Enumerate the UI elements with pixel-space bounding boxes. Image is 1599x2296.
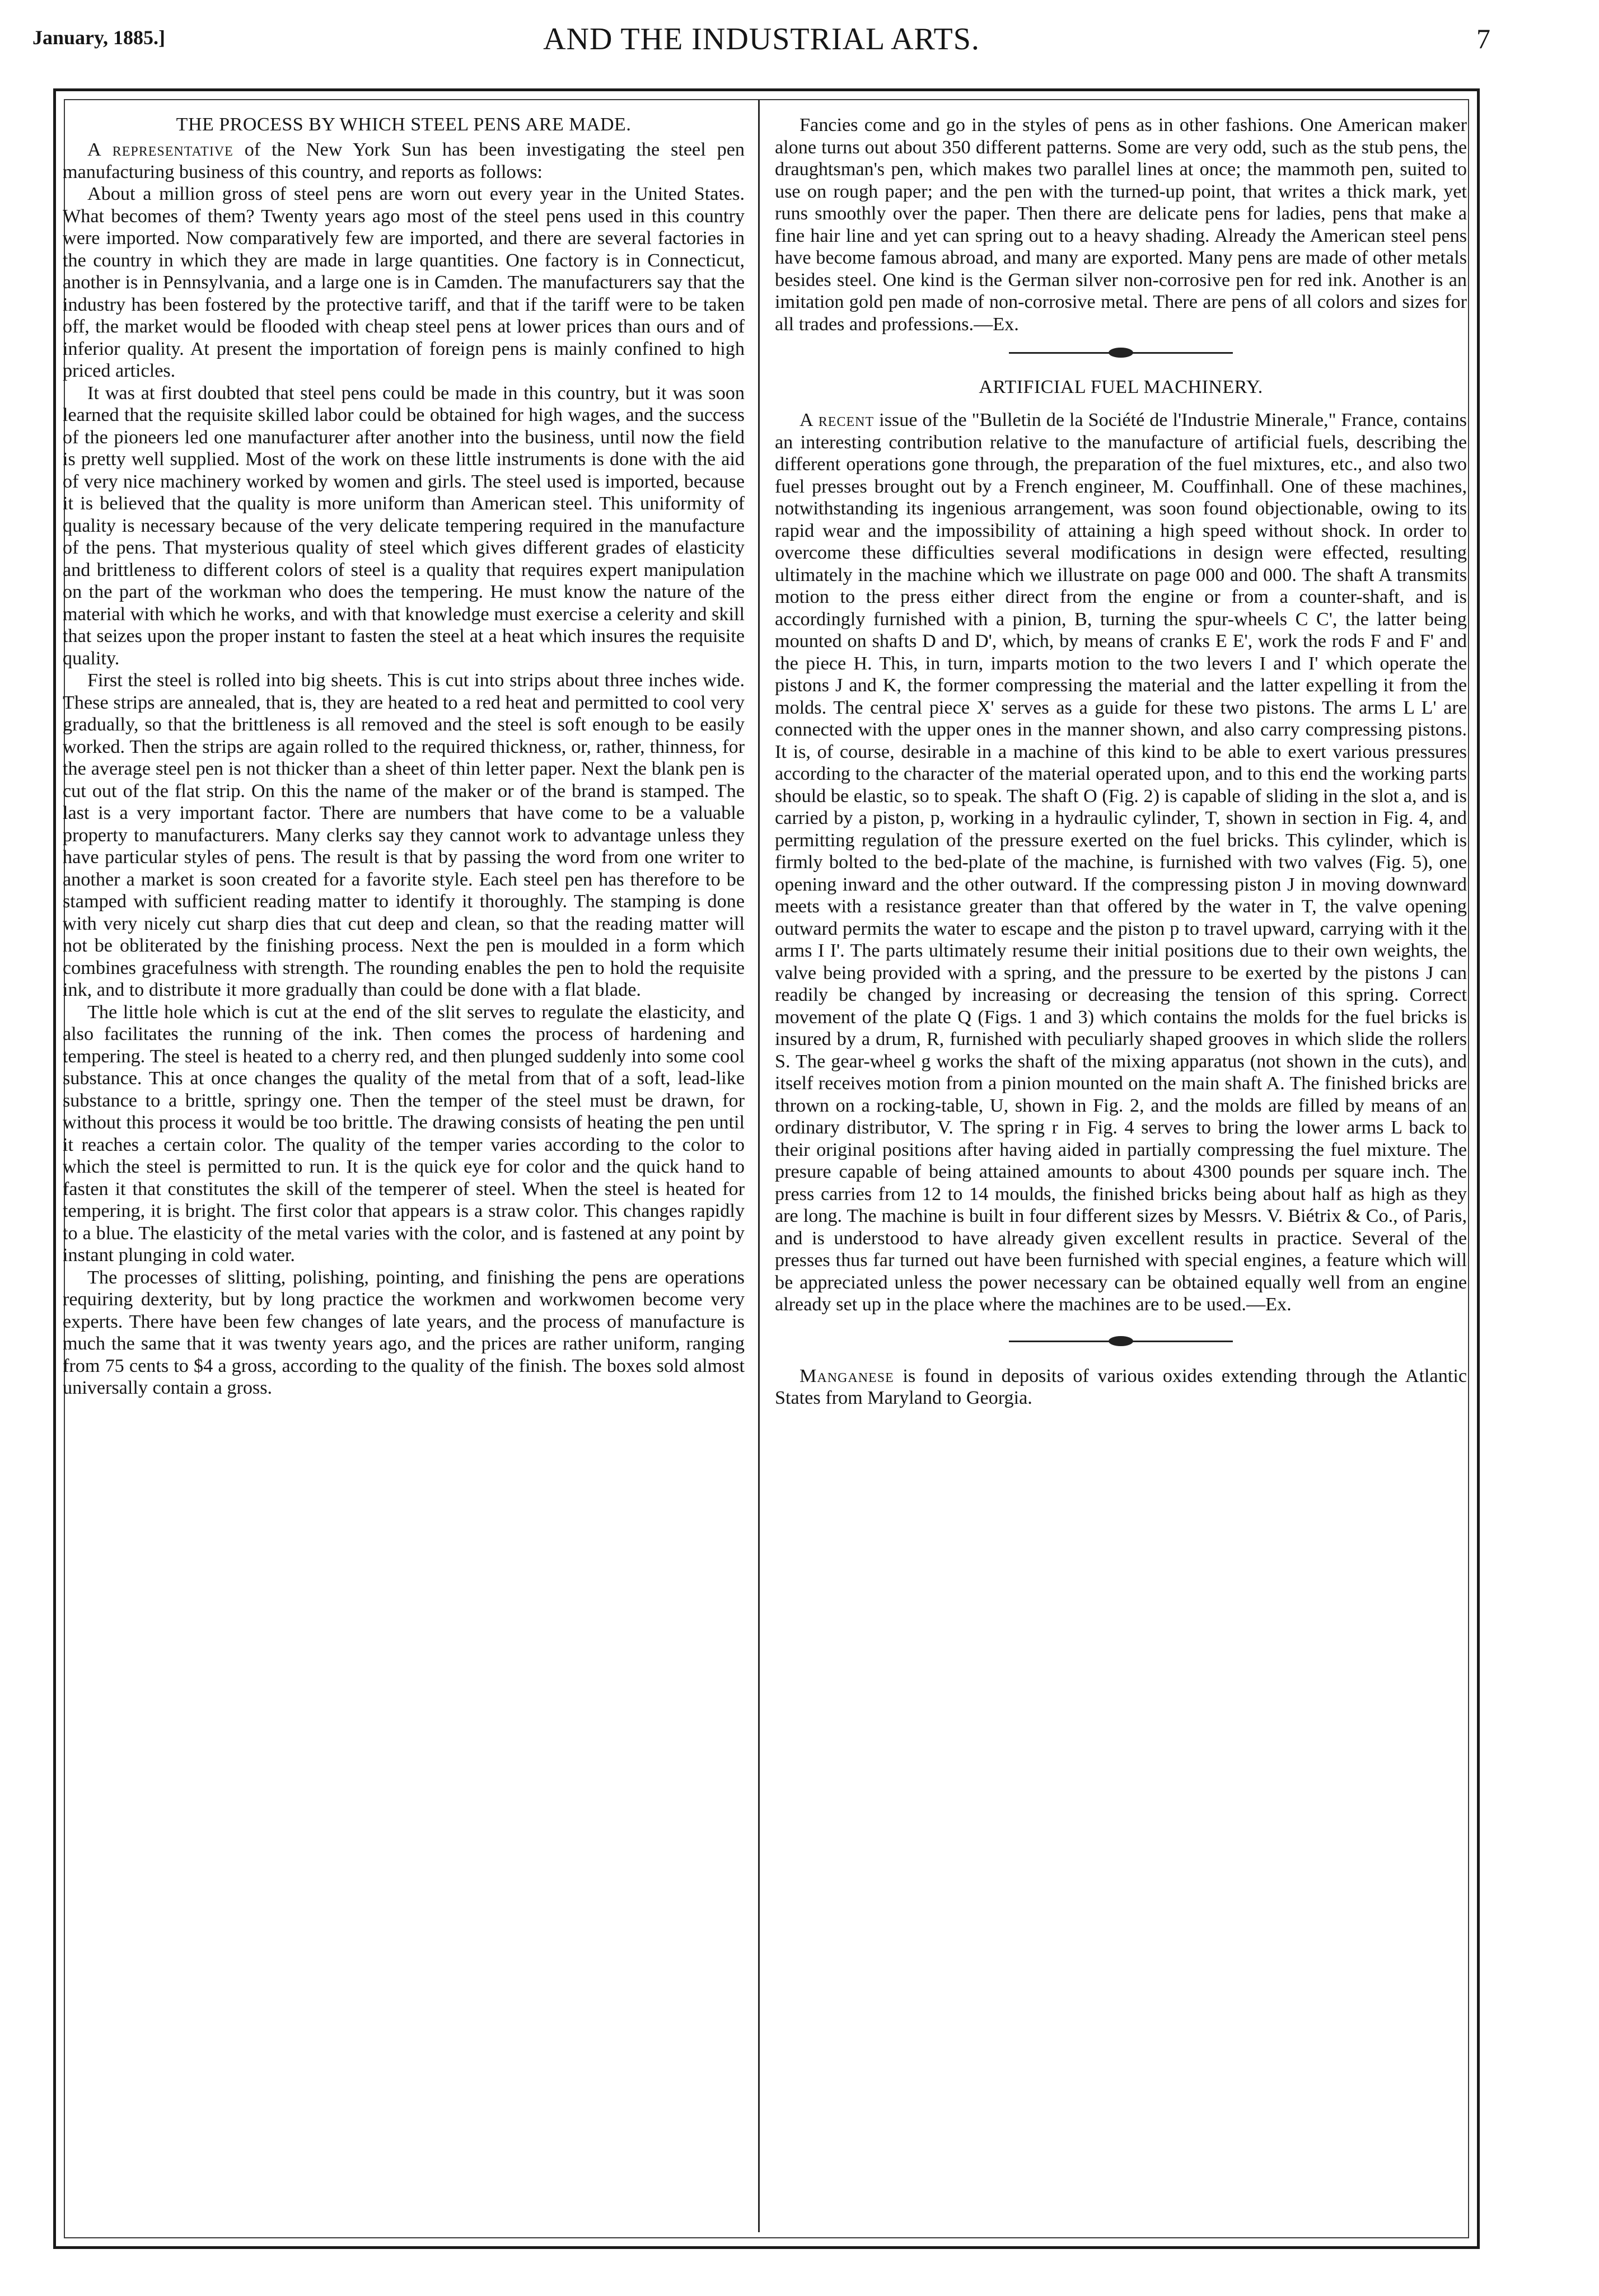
paragraph: First the steel is rolled into big sheets. This is cut into strips about three inches wide. These strips are annealed, that is, they are heated to a red heat and permitted to cool very gradually, so that the brittleness is all removed and the steel is soft enough to be easily worked. Then the strips are again rolled to the required thickness, or, rather, thinness, for the average steel pen is not thicker than a sheet of thin letter paper. Next the blank pen is cut out of the flat strip. On this the name of the maker or of the brand is stamped. The last is a very important factor. There are numbers that have come to be a valuable property to manufacturers. Many clerks say they cannot work to advantage unless they have particular styles of pens. The result is that by passing the word from one writer to another a market is soon created for a favorite style. Each steel pen has therefore to be stamped with sufficient reading matter to identify it thoroughly. The stamping is done with very nicely cut sharp dies that cut deep and clean, so that the reading matter will not be obliterated by the finishing process. Next the pen is moulded in a form which combines gracefulness with strength. The rounding enables the pen to hold the requisite ink, and to distribute it more gradually than could be done with a flat blade. xyxy=(63,670,745,1000)
divider-line xyxy=(1009,1341,1110,1342)
paragraph-text: is found in deposits of various oxides extending through the Atlantic States from Maryland to Georgia. xyxy=(775,1365,1467,1408)
running-head xyxy=(32,16,1490,55)
paragraph: Fancies come and go in the styles of pens as in other fashions. One American maker alone turns out about 350 different patterns. Some are very odd, such as the stub pens, the draughtsman's pen, which makes two parallel lines at once; the mammoth pen, suited to use on rough paper; and the pen with the turned-up point, that writes a thick mark, yet runs smoothly over the paper. Then there are delicate pens for ladies, pens that make a fine hair line and yet can spring out to a heavy shading. Already the American steel pens have become famous abroad, and many are exported. Many pens are made of other metals besides steel. One kind is the German silver non-corrosive pen for red ink. Another is an imitation gold pen made of non-corrosive metal. There are pens of all colors and sizes for all trades and professions.—Ex. xyxy=(775,115,1467,335)
page-number: 7 xyxy=(1476,23,1490,54)
divider-line xyxy=(1132,352,1233,354)
divider-ornament-icon xyxy=(1109,348,1133,358)
lead-word: Manganese xyxy=(800,1365,894,1386)
divider-ornament-icon xyxy=(1109,1336,1133,1346)
divider-line xyxy=(1132,1341,1233,1342)
paragraph xyxy=(63,139,745,183)
column-rule xyxy=(758,100,760,2232)
paragraph: The processes of slitting, polishing, pointing, and finishing the pens are operations requiring dexterity, but by long practice the workmen and workwomen become very experts. There have been few changes of late years, and the process of manufacture is much the same that it was twenty years ago, and the prices are rather uniform, ranging from 75 cents to $4 a gross, according to the quality of the finish. The boxes sold almost universally contain a gross. xyxy=(63,1267,745,1398)
paragraph-text: issue of the "Bulletin de la Société de l'Industrie Minerale," France, contains an interesting contribution relative to the manufacture of artificial fuels, describing the different operations gone through, the preparation of the fuel mixtures, etc., and also two fuel presses brought out by a French engineer, M. Couffinhall. One of these machines, notwithstanding its ingenious arrangement, was soon found objectionable, owing to its rapid wear and the impossibility of attaining a high speed without shock. In order to overcome these difficulties several modifications in design were effected, resulting ultimately in the machine which we illustrate on page 000 and 000. The shaft A transmits motion to the press either direct from the engine or from a counter-shaft, and is accordingly furnished with a pinion, B, turning the spur-wheels C C', the latter being mounted on shafts D and D', which, by means of cranks E E', work the rods F and F' and the piece H. This, in turn, imparts motion to the two levers I and I' which operate the pistons J and K, the former compressing the material and the latter expelling it from the molds. The central piece X' serves as a guide for these two pistons. The arms L L' are connected with the upper ones in the manner shown, and also carry compressing pistons. It is, of course, desirable in a machine of this kind to be able to exert various pressures according to the character of the material operated upon, and to this end the working parts should be elastic, so to speak. The shaft O (Fig. 2) is capable of sliding in the slot a, and is carried by a piston, p, working in a hydraulic cylinder, T, shown in section in Fig. 4, and permitting regulation of the pressure exerted on the fuel bricks. This cylinder, which is firmly bolted to the bed-plate of the machine, is furnished with two valves (Fig. 5), one opening inward and the other outward. If the compressing piston J in moving downward meets with a resistance greater than that offered by the water in T, the valve opening outward permits the water to escape and the piston p to travel upward, carrying with it the arms I I'. The parts ultimately resume their initial positions due to their own weights, the valve being provided with a spring, and the pressure to be exerted by the pistons J can readily be changed by increasing or decreasing the tension of this spring. Correct movement of the plate Q (Figs. 1 and 3) which contains the molds for the fuel bricks is insured by a drum, R, furnished with peculiarly shaped grooves in which slide the rollers S. The gear-wheel g works the shaft of the mixing apparatus (not shown in the cuts), and itself receives motion from a pinion mounted on the main shaft A. The finished bricks are thrown on a rocking-table, U, shown in Fig. 2, and the molds are filled by means of an ordinary distributor, V. The spring r in Fig. 4 serves to bring the lower arms L back to their original positions after having aided in partially compressing the fuel mixture. The presure capable of being attained amounts to about 4300 pounds per square inch. The press carries from 12 to 14 moulds, the finished bricks being about half as high as they are long. The machine is built in four different sizes by Messrs. V. Biétrix & Co., of Paris, and is understood to have already given excellent results in practice. Several of the presses thus far turned out have been furnished with special engines, a feature which will be appreciated unless the power necessary can be obtained equally well from an engine already set up in the place where the machines are to be used.—Ex. xyxy=(775,410,1467,1315)
issue-date: January, 1885.] xyxy=(32,26,166,49)
divider-line xyxy=(1009,352,1110,354)
paragraph-text: of the New York Sun has been investigating the steel pen manufacturing business of this country, and reports as follows: xyxy=(63,139,745,182)
paragraph: The little hole which is cut at the end of the slit serves to regulate the elasticity, and also facilitates the running of the ink. Then comes the process of hardening and tempering. The steel is heated to a cherry red, and then plunged suddenly into some cool substance. This at once changes the quality of the metal from that of a soft, lead-like substance to a brittle, springy one. Then the temper of the steel must be drawn, for without this process it would be too brittle. The drawing consists of heating the pen until it reaches a certain color. The quality of the temper varies according to the color to which the steel is permitted to run. It is the quick eye for color and the quick hand to fasten it that constitutes the skill of the temperer of steel. When the steel is heated for tempering, it is bright. The first color that appears is a straw color. This changes rapidly to a blue. The elasticity of the metal varies with the color, and is fastened at any point by instant plunging in cold water. xyxy=(63,1001,745,1266)
article-title-steel-pens: THE PROCESS BY WHICH STEEL PENS ARE MADE. xyxy=(176,114,632,135)
paragraph xyxy=(775,409,1467,1316)
article-title-fuel-machinery: ARTIFICIAL FUEL MACHINERY. xyxy=(979,377,1263,397)
paragraph: It was at first doubted that steel pens could be made in this country, but it was soon learned that the requisite skilled labor could be obtained for high wages, and the success of the pioneers led one manufacturer after another into the business, until now the field is pretty well supplied. Most of the work on these little instruments is done with the aid of very nice machinery worked by women and girls. The steel used is imported, because it is believed that the quality is more uniform than American steel. This uniformity of quality is necessary because of the very delicate tempering required in the manufacture of the pens. That mysterious quality of steel which gives different grades of elasticity and brittleness to different colors of steel is a quality that requires expert manipulation on the part of the workman who does the tempering. He must know the nature of the material with which he works, and with that knowledge must exercise a celerity and skill that seizes upon the proper instant to fasten the steel at a heat which insures the requisite quality. xyxy=(63,382,745,669)
left-column xyxy=(63,114,745,1399)
section-divider-ornament xyxy=(775,1324,1467,1357)
paragraph: About a million gross of steel pens are worn out every year in the United States. What becomes of them? Twenty years ago most of the steel pens used in this country were imported. Now comparatively few are imported, and there are several factories in the country in which they are made in large quantities. One factory is in Connecticut, another is in Pennsylvania, and a large one is in Camden. The manufacturers say that the industry has been fostered by the protective tariff, and that if the tariff were to be taken off, the market would be flooded with cheap steel pens at lower prices than ours and of inferior quality. At present the importation of foreign pens is mainly confined to high priced articles. xyxy=(63,184,745,381)
running-title: AND THE INDUSTRIAL ARTS. xyxy=(543,22,980,57)
section-divider-ornament xyxy=(775,335,1467,369)
lead-word: A recent xyxy=(800,410,875,430)
lead-word: A representative xyxy=(87,139,233,160)
paragraph xyxy=(775,1365,1467,1409)
right-column xyxy=(775,114,1467,1409)
